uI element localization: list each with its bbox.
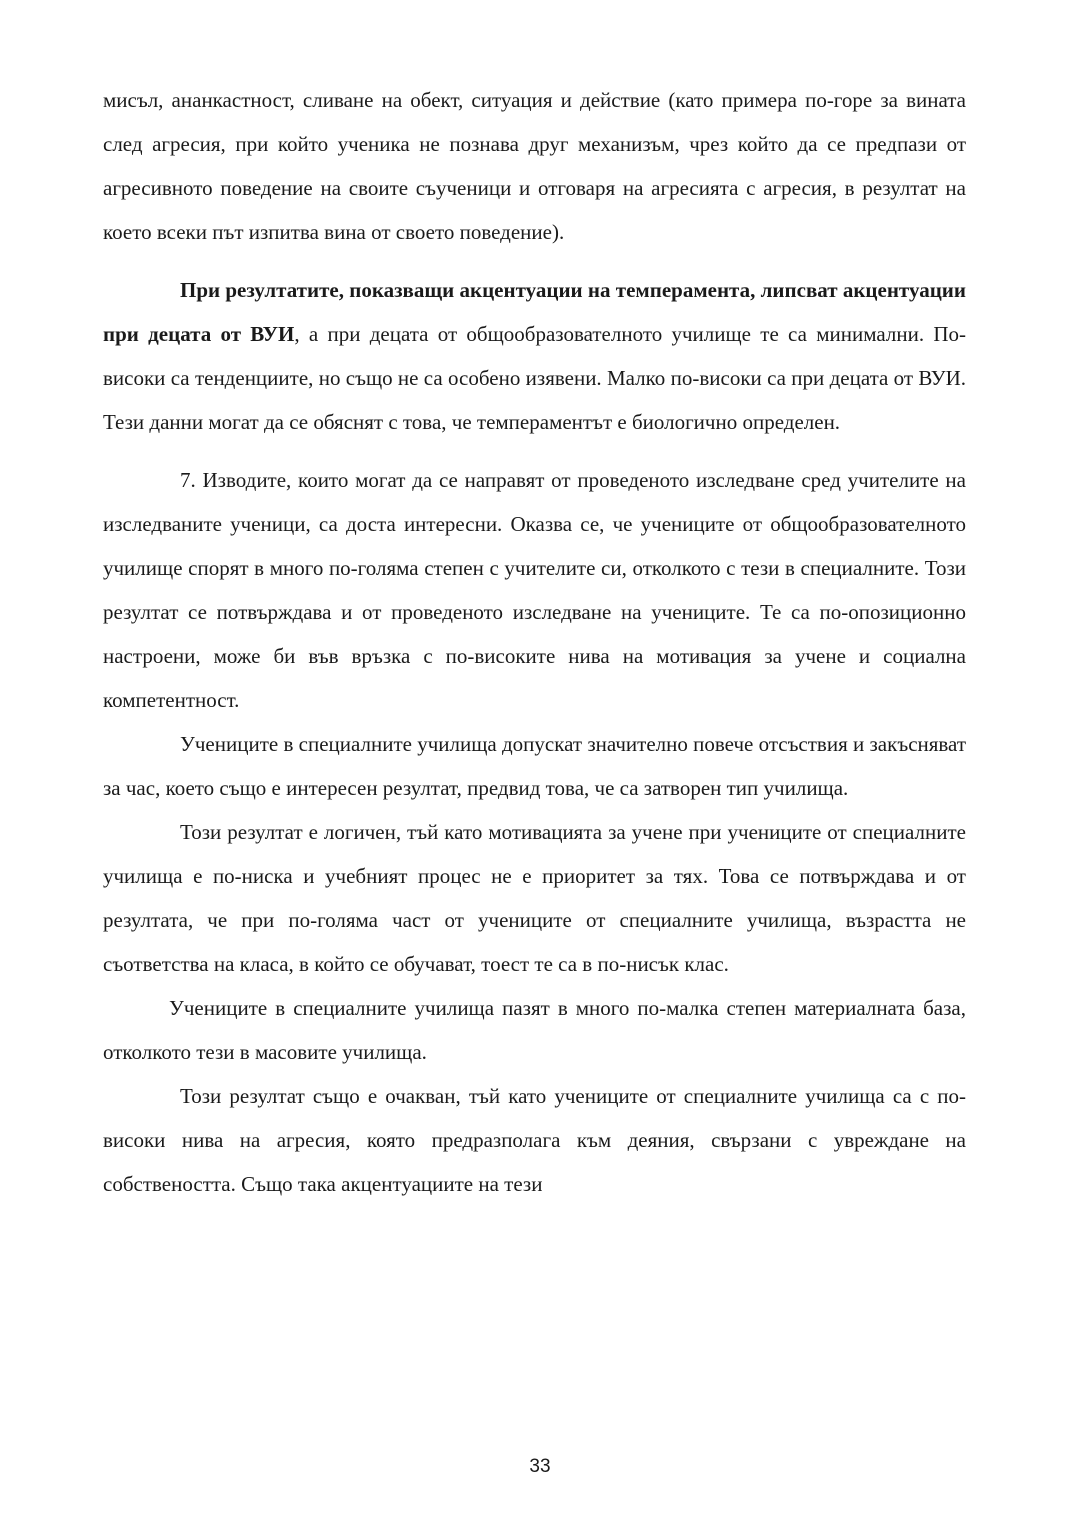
paragraph-2-bold-lead: При резултатите, показващи акцентуации на темперамента, липсват акцентуации при децата от ВУИ xyxy=(103,278,966,346)
paragraph-5: Този резултат е логичен, тъй като мотивацията за учене при учениците от специалните училища е по-ниска и учебният процес не е приоритет за тях. Това се потвърждава и от резултата, че при по-голяма част от учениците от специалните училища, възрастта не съответства на класа, в който се обучават, тоест те са в по-нисък клас. xyxy=(103,820,966,976)
paragraph-1: мисъл, ананкастност, сливане на обект, ситуация и действие (като примера по-горе за вината след агресия, при който ученика не познава друг механизъм, чрез който да се предпази от агресивното поведение на своите съученици и отговаря на агресията с агресия, в резултат на което всеки път изпитва вина от своето поведение). xyxy=(103,88,966,244)
paragraph-6: Учениците в специалните училища пазят в много по-малка степен материалната база, отколкото тези в масовите училища. xyxy=(103,996,966,1064)
document-page xyxy=(103,78,966,1206)
paragraph-7: Този резултат също е очакван, тъй като учениците от специалните училища са с по-високи нива на агресия, която предразполага към деяния, свързани с увреждане на собствеността. Също така акцентуациите на тези xyxy=(103,1084,966,1196)
paragraph-4: Учениците в специалните училища допускат значително повече отсъствия и закъсняват за час, което също е интересен резултат, предвид това, че са затворен тип училища. xyxy=(103,732,966,800)
paragraph-3: 7. Изводите, които могат да се направят от проведеното изследване сред учителите на изследваните ученици, са доста интересни. Оказва се, че учениците от общообразователното училище спорят в много по-голяма степен с учителите си, отколкото с тези в специалните. Този резултат се потвърждава и от проведеното изследване на учениците. Те са по-опозиционно настроени, може би във връзка с по-високите нива на мотивация за учене и социална компетентност. xyxy=(103,468,966,712)
paragraph-2-text: , а при децата от общообразователното училище те са минимални. По-високи са тенденциите, но също не са особено изявени. Малко по-високи са при децата от ВУИ. Тези данни могат да се обяснят с това, че темпераментът е биологично определен. xyxy=(103,322,966,434)
page-number: 33 xyxy=(529,1456,551,1477)
paragraph-2 xyxy=(103,268,966,444)
